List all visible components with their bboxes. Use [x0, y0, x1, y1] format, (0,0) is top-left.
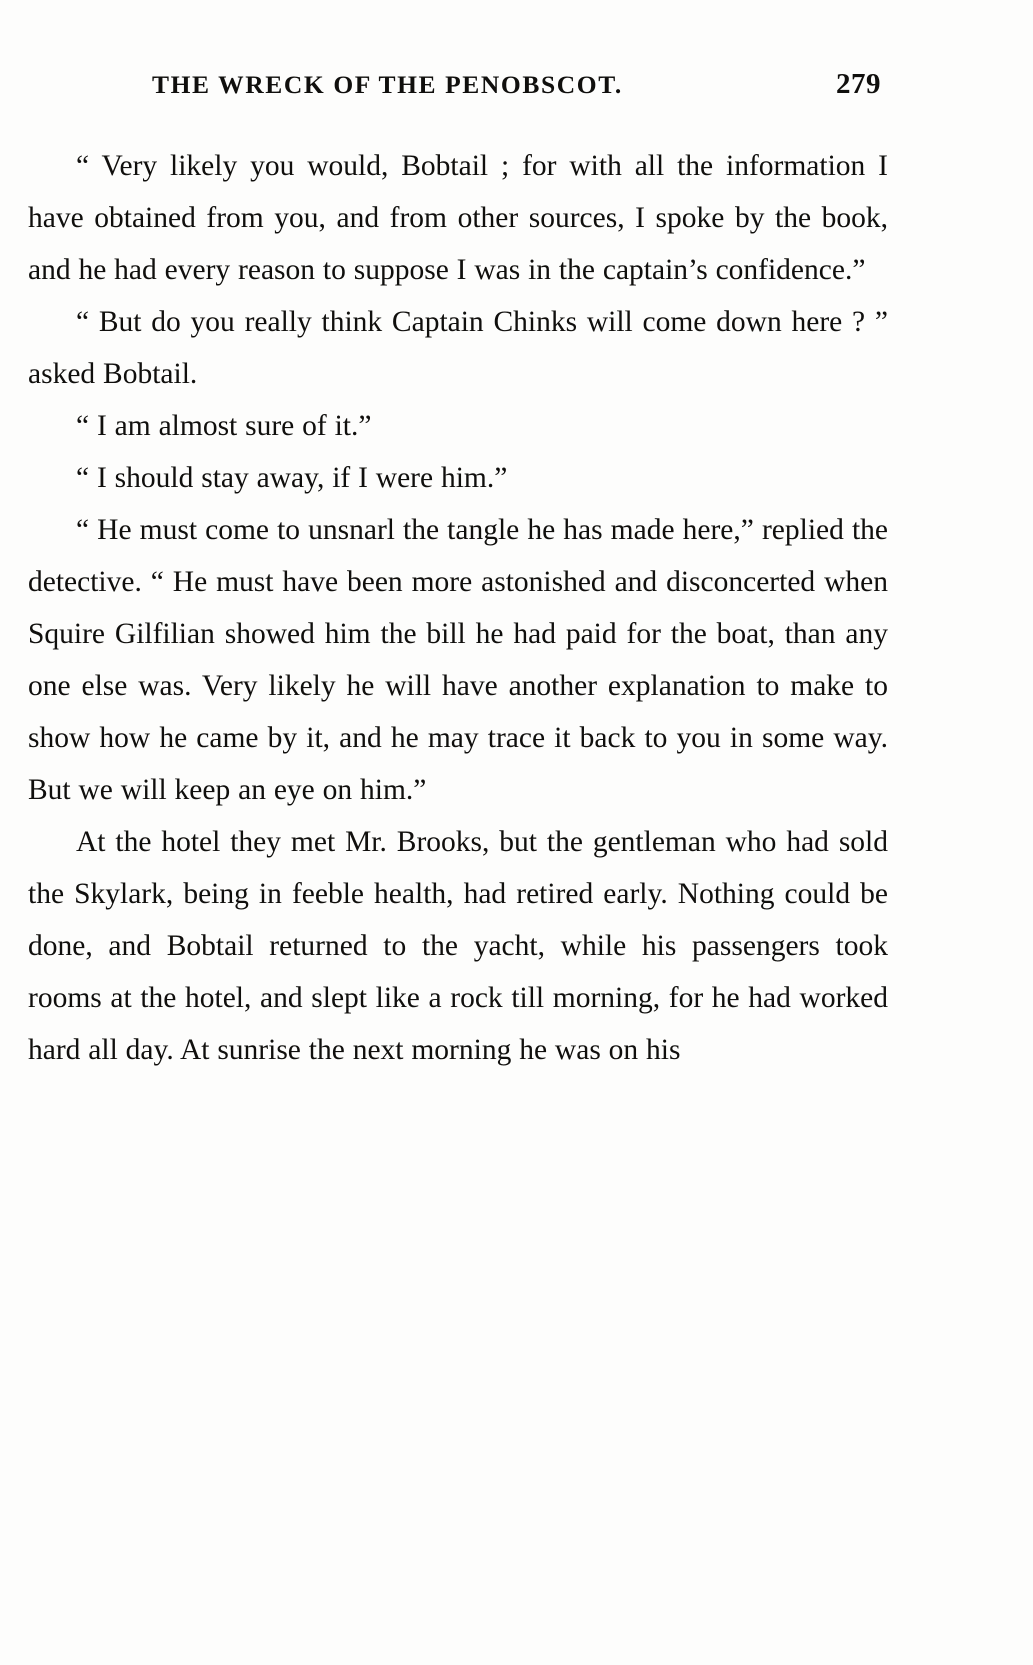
page-number: 279	[836, 68, 881, 100]
running-head	[152, 68, 881, 101]
paragraph: “ But do you really think Captain Chinks will come down here ? ” asked Bobtail.	[28, 306, 888, 390]
paragraph: “ Very likely you would, Bobtail ; for with all the information I have obtained from you, and from other sources, I spoke by the book, and he had every reason to suppose I was in the captain’s confidence.”	[28, 150, 888, 286]
paragraph: “ I should stay away, if I were him.”	[76, 462, 508, 494]
paragraph: At the hotel they met Mr. Brooks, but the gentleman who had sold the Skylark, being in feeble health, had retired early. Nothing could be done, and Bobtail returned to the yacht, while his passengers took rooms at the hotel, and slept like a rock till morning, for he had worked hard all day. At sunrise the next morning he was on his	[28, 826, 888, 1066]
paragraph: “ He must come to unsnarl the tangle he has made here,” replied the detective. “ He must have been more astonished and disconcerted when Squire Gilfilian showed him the bill he had paid for the boat, than any one else was. Very likely he will have another explanation to make to show how he came by it, and he may trace it back to you in some way. But we will keep an eye on him.”	[28, 514, 888, 806]
running-head-title: THE WRECK OF THE PENOBSCOT.	[152, 70, 623, 99]
paragraph: “ I am almost sure of it.”	[76, 410, 372, 442]
page-body	[28, 140, 888, 1076]
